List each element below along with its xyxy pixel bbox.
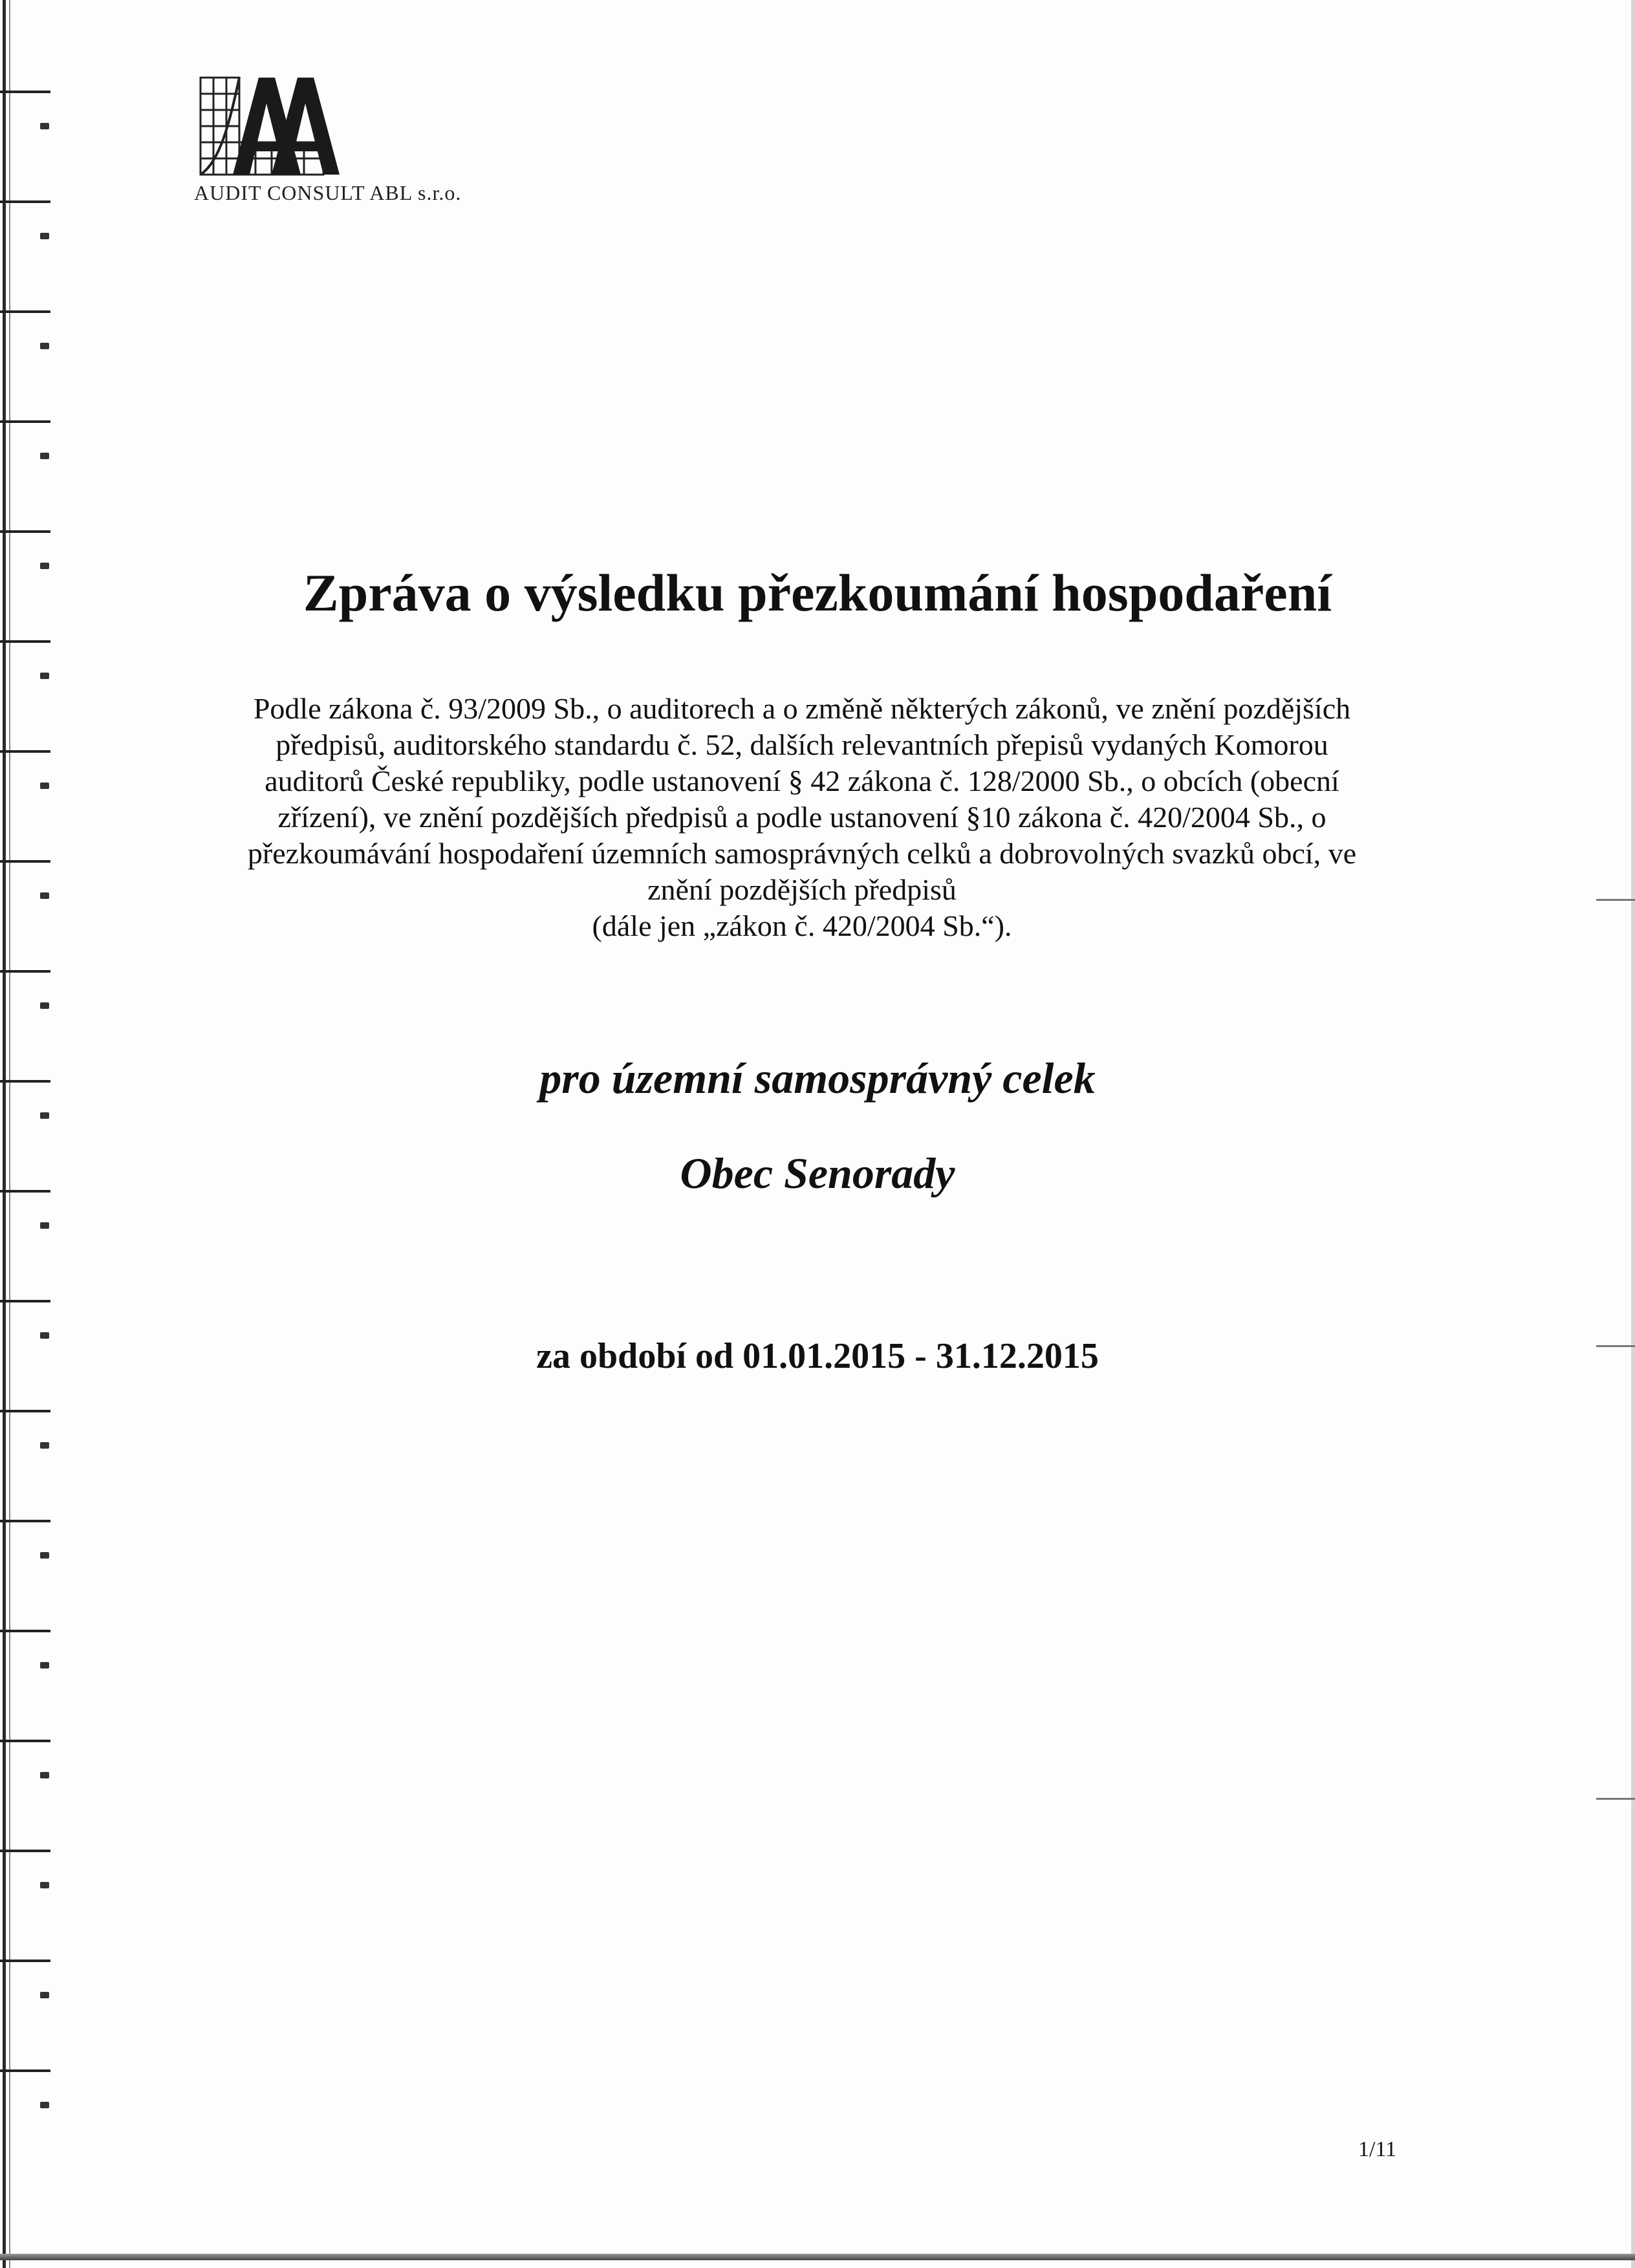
binding-mark <box>0 310 52 420</box>
legal-basis-line: znění pozdějších předpisů <box>647 873 957 906</box>
legal-basis-line: přezkoumávání hospodaření územních samosprávných celků a dobrovolných svazků obcí, ve <box>247 837 1357 870</box>
legal-basis-paragraph <box>181 691 1423 944</box>
binding-mark <box>0 1960 52 2069</box>
binding-mark <box>0 1520 52 1630</box>
binding-mark <box>0 1850 52 1960</box>
legal-basis-line: předpisů, auditorského standardu č. 52, dalších relevantních přepisů vydaných Komorou <box>276 728 1328 761</box>
binding-mark <box>0 200 52 310</box>
page-bottom-edge <box>0 2254 1635 2260</box>
binding-mark <box>0 1740 52 1850</box>
legal-basis-line: auditorů České republiky, podle ustanovení § 42 zákona č. 128/2000 Sb., o obcích (obecní <box>265 764 1339 797</box>
municipality-name: Obec Senorady <box>680 1149 955 1198</box>
scan-edge-mark <box>1596 1798 1635 1800</box>
binding-mark <box>0 750 52 860</box>
binding-mark <box>0 420 52 530</box>
binding-mark <box>0 91 52 200</box>
company-name: AUDIT CONSULT ABL s.r.o. <box>194 181 462 204</box>
binding-mark <box>0 1630 52 1740</box>
subject-label: pro územní samosprávný celek <box>539 1053 1096 1103</box>
legal-basis-line: zřízení), ve znění pozdějších předpisů a podle ustanovení §10 zákona č. 420/2004 Sb., o <box>277 801 1326 834</box>
legal-basis-line: Podle zákona č. 93/2009 Sb., o auditorech a o změně některých zákonů, ve znění pozdějších <box>253 692 1351 725</box>
legal-basis-line: (dále jen „zákon č. 420/2004 Sb.“). <box>592 909 1012 942</box>
scan-edge-mark <box>1596 899 1635 901</box>
page-right-edge <box>1631 0 1635 2268</box>
audit-consult-logo-icon <box>194 65 349 194</box>
binding-edge <box>0 0 58 2268</box>
page-number: 1/11 <box>1358 2137 1397 2161</box>
binding-mark <box>0 640 52 750</box>
binding-mark <box>0 860 52 970</box>
binding-mark <box>0 1190 52 1300</box>
page-title: Zpráva o výsledku přezkoumání hospodaření <box>303 563 1332 622</box>
binding-mark <box>0 2069 52 2179</box>
binding-mark <box>0 1410 52 1520</box>
reporting-period: za období od 01.01.2015 - 31.12.2015 <box>536 1336 1099 1376</box>
